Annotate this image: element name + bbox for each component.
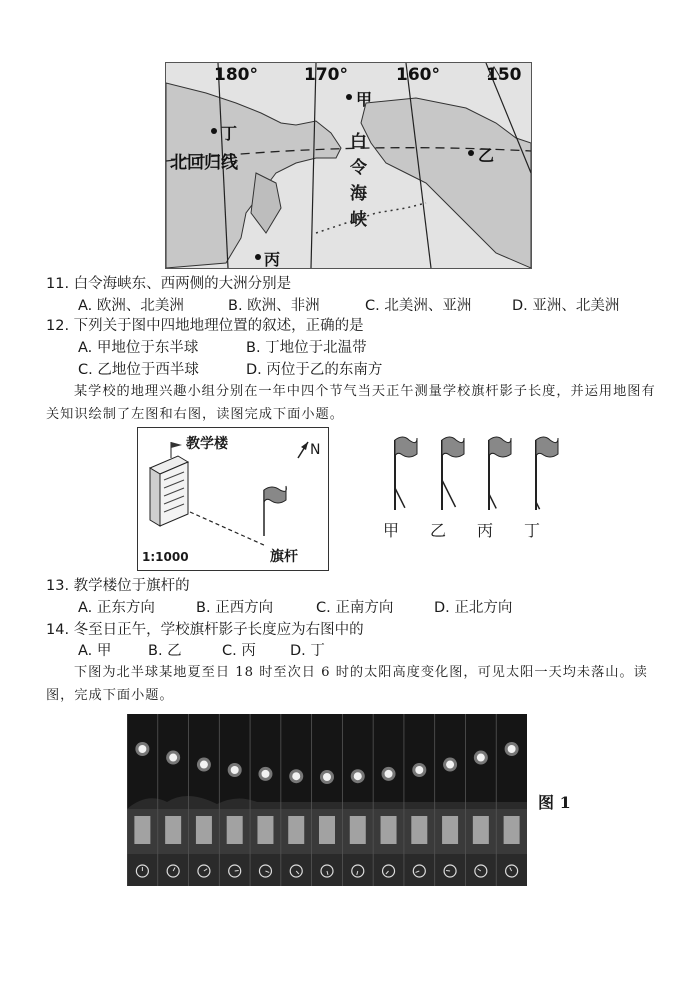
q12-option-d[interactable]: D. 丙位于乙的东南方	[246, 362, 383, 378]
flag-yi	[442, 437, 464, 510]
longitude-170-label: 170°	[304, 65, 348, 85]
north-label: N	[310, 442, 321, 458]
school-map-graphic	[138, 428, 328, 570]
q11-option-d[interactable]: D. 亚洲、北美洲	[512, 298, 620, 314]
question-14: 14. 冬至日正午，学校旗杆影子长度应为右图中的	[46, 622, 364, 638]
passage-2: 下图为北半球某地夏至日 18 时至次日 6 时的太阳高度变化图，可见太阳一天均未落山。读图，完成下面小题。	[46, 665, 648, 703]
sun-position-9	[385, 770, 393, 778]
flagpole-label: 旗杆	[270, 549, 298, 565]
q13-option-b[interactable]: B. 正西方向	[196, 600, 274, 616]
midnight-sun-photo	[127, 714, 527, 886]
building-label: 教学楼	[186, 436, 228, 452]
flag-ding	[536, 437, 558, 510]
flag-bing	[489, 437, 511, 510]
q12-option-a[interactable]: A. 甲地位于东半球	[78, 340, 199, 356]
point-ding: 丁	[221, 124, 238, 143]
sun-position-12	[477, 754, 485, 762]
q11-option-a[interactable]: A. 欧洲、北美洲	[78, 298, 184, 314]
sun-position-2	[169, 754, 177, 762]
sun-position-1	[138, 745, 146, 753]
sun-position-7	[323, 773, 331, 781]
sun-position-3	[200, 761, 208, 769]
q11-option-b[interactable]: B. 欧洲、非洲	[228, 298, 320, 314]
sun-position-11	[446, 761, 454, 769]
bering-strait-label: 白 令 海 峡	[350, 132, 367, 230]
tropic-of-cancer-label: 北回归线	[170, 153, 238, 173]
sun-position-6	[292, 772, 300, 780]
q14-option-a[interactable]: A. 甲	[78, 643, 112, 659]
q12-option-c[interactable]: C. 乙地位于西半球	[78, 362, 199, 378]
q11-option-c[interactable]: C. 北美洲、亚洲	[365, 298, 472, 314]
sun-position-4	[231, 766, 239, 774]
q14-option-b[interactable]: B. 乙	[148, 643, 182, 659]
shadow-graphic	[375, 430, 575, 525]
sun-position-5	[261, 770, 269, 778]
q14-option-d[interactable]: D. 丁	[290, 643, 325, 659]
q14-option-c[interactable]: C. 丙	[222, 643, 256, 659]
flag-label-yi: 乙	[430, 521, 447, 540]
longitude-150-label: 150	[486, 65, 522, 85]
school-map-figure	[137, 427, 329, 571]
sun-position-13	[508, 745, 516, 753]
point-bing: 丙	[264, 250, 281, 269]
q12-option-b[interactable]: B. 丁地位于北温带	[246, 340, 367, 356]
shadow-comparison-figure	[375, 430, 575, 550]
flag-label-bing: 丙	[477, 521, 494, 540]
flag-label-jia: 甲	[383, 521, 400, 540]
flag-jia	[395, 437, 417, 510]
shadow-yi	[442, 480, 456, 507]
question-11: 11. 白令海峡东、西两侧的大洲分别是	[46, 276, 292, 292]
q13-option-d[interactable]: D. 正北方向	[434, 600, 513, 616]
point-yi: 乙	[478, 146, 495, 165]
shadow-jia	[395, 488, 405, 508]
longitude-160-label: 160°	[396, 65, 440, 85]
point-jia: 甲	[356, 90, 373, 109]
scale-label: 1:1000	[142, 550, 189, 564]
longitude-180-label: 180°	[214, 65, 258, 85]
shadow-bing	[489, 494, 496, 508]
q13-option-c[interactable]: C. 正南方向	[316, 600, 394, 616]
q13-option-a[interactable]: A. 正东方向	[78, 600, 155, 616]
passage-1: 某学校的地理兴趣小组分别在一年中四个节气当天正午测量学校旗杆影子长度，并运用地图有关知识绘制了左图和右图，读图完成下面小题。	[46, 384, 656, 422]
sun-position-10	[415, 766, 423, 774]
midnight-sun-graphic	[127, 714, 527, 886]
sun-position-8	[354, 772, 362, 780]
question-13: 13. 教学楼位于旗杆的	[46, 578, 190, 594]
figure-1-label: 图 1	[538, 793, 571, 812]
question-12: 12. 下列关于图中四地地理位置的叙述，正确的是	[46, 318, 364, 334]
bering-strait-map	[165, 62, 532, 269]
flag-label-ding: 丁	[524, 521, 541, 540]
